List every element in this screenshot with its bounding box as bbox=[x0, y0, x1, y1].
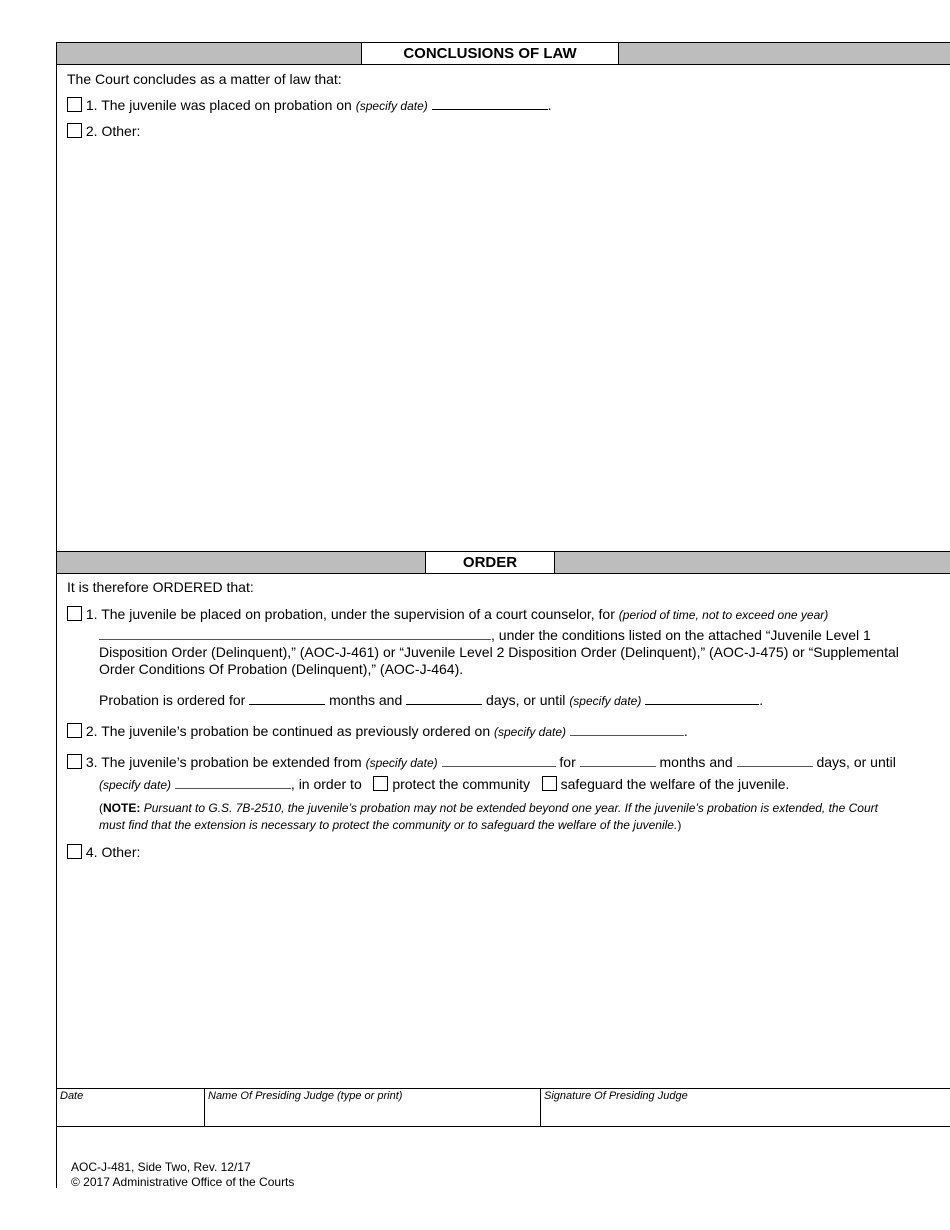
order-2-text: The juvenile’s probation be continued as previously ordered on bbox=[101, 723, 491, 739]
signature-row bbox=[57, 1088, 950, 1127]
order-3-months-field[interactable] bbox=[580, 754, 656, 767]
order-3-for-label: for bbox=[559, 754, 576, 770]
probation-months-field[interactable] bbox=[249, 692, 325, 705]
probation-months-label: months and bbox=[329, 692, 403, 708]
conclusion-1-hint: (specify date) bbox=[355, 99, 428, 113]
probation-prefix: Probation is ordered for bbox=[99, 692, 246, 708]
probation-duration-line: Probation is ordered for months and days, or until (specify date) . bbox=[99, 692, 764, 708]
order-3-text: The juvenile’s probation be extended from bbox=[101, 754, 362, 770]
conclusions-header-bar bbox=[57, 42, 950, 65]
probation-days-field[interactable] bbox=[406, 692, 482, 705]
date-label: Date bbox=[60, 1090, 84, 1102]
order-1-text: The juvenile be placed on probation, under the supervision of a court counselor, for bbox=[101, 606, 615, 622]
safeguard-welfare-checkbox[interactable] bbox=[542, 776, 557, 791]
order-3-checkbox[interactable] bbox=[67, 754, 82, 769]
order-3-second-line bbox=[99, 776, 789, 792]
form-id: AOC-J-481, Side Two, Rev. 12/17 bbox=[71, 1160, 251, 1174]
order-1-number: 1. bbox=[85, 606, 98, 622]
order-3-days-label: days, or until bbox=[816, 754, 896, 770]
conclusion-2-number: 2. bbox=[85, 123, 98, 139]
judge-name-cell[interactable] bbox=[205, 1089, 541, 1126]
judge-signature-cell[interactable] bbox=[541, 1089, 950, 1126]
order-title: ORDER bbox=[425, 551, 555, 574]
conclusion-item-2 bbox=[67, 123, 140, 139]
conclusion-2-text: Other: bbox=[101, 123, 141, 139]
judge-name-label: Name Of Presiding Judge (type or print) bbox=[208, 1090, 403, 1102]
order-2-checkbox[interactable] bbox=[67, 723, 82, 738]
order-item-3 bbox=[67, 754, 896, 770]
order-2-hint: (specify date) bbox=[494, 725, 567, 739]
conclusions-title: CONCLUSIONS OF LAW bbox=[361, 42, 619, 65]
note-text-b: must find that the extension is necessary to protect the community or to safeguard the welfare of the juvenile. bbox=[99, 818, 678, 832]
extension-note: (NOTE: Pursuant to G.S. 7B-2510, the juvenile’s probation may not be extended beyond one year. If the juvenile’s probation is extended, the Court must find that the extension is necessary to protect the community or to safeguard the welfare of the juvenile.) bbox=[99, 801, 878, 832]
form-frame bbox=[56, 42, 950, 1188]
conclusions-intro: The Court concludes as a matter of law that: bbox=[67, 71, 342, 87]
order-item-4 bbox=[67, 844, 140, 860]
safeguard-welfare-label: safeguard the welfare of the juvenile. bbox=[560, 776, 790, 792]
order-4-checkbox[interactable] bbox=[67, 844, 82, 859]
conclusion-1-number: 1. bbox=[85, 97, 98, 113]
conclusion-1-checkbox[interactable] bbox=[67, 97, 82, 112]
order-2-number: 2. bbox=[85, 723, 98, 739]
conclusion-2-checkbox[interactable] bbox=[67, 123, 82, 138]
order-1-continuation-c: Order Conditions Of Probation (Delinquent),” (AOC-J-464). bbox=[99, 661, 464, 677]
conclusion-1-text: The juvenile was placed on probation on bbox=[101, 97, 352, 113]
order-2-date-field[interactable] bbox=[570, 723, 684, 736]
probation-date-hint: (specify date) bbox=[569, 694, 642, 708]
order-1-cont-a-text: , under the conditions listed on the attached “Juvenile Level 1 bbox=[491, 627, 871, 643]
order-intro: It is therefore ORDERED that: bbox=[67, 579, 254, 595]
order-1-hint: (period of time, not to exceed one year) bbox=[618, 608, 829, 622]
order-3-from-hint: (specify date) bbox=[365, 756, 438, 770]
order-4-number: 4. bbox=[85, 844, 98, 860]
judge-signature-label: Signature Of Presiding Judge bbox=[544, 1090, 688, 1102]
order-item-1 bbox=[67, 606, 828, 622]
order-3-months-label: months and bbox=[659, 754, 733, 770]
order-header-bar bbox=[57, 551, 950, 574]
order-1-period-field[interactable] bbox=[99, 627, 491, 640]
note-text-a: Pursuant to G.S. 7B-2510, the juvenile’s probation may not be extended beyond one year. If the juvenile’s probation is extended, the Court bbox=[143, 801, 878, 815]
order-1-continuation-b: Disposition Order (Delinquent),” (AOC-J-461) or “Juvenile Level 2 Disposition Order (Delinquent),” (AOC-J-475) or “Supplemental bbox=[99, 644, 899, 660]
order-3-number: 3. bbox=[85, 754, 98, 770]
order-1-continuation-a bbox=[99, 627, 871, 643]
probation-days-label: days, or until bbox=[486, 692, 566, 708]
conclusion-1-date-field[interactable] bbox=[432, 97, 548, 110]
protect-community-checkbox[interactable] bbox=[373, 776, 388, 791]
copyright: © 2017 Administrative Office of the Courts bbox=[71, 1175, 295, 1189]
order-1-checkbox[interactable] bbox=[67, 606, 82, 621]
note-label: NOTE: bbox=[103, 801, 141, 815]
order-item-2: 2. The juvenile’s probation be continued as previously ordered on (specify date) . bbox=[67, 723, 688, 739]
order-3-until-date-field[interactable] bbox=[175, 776, 291, 789]
date-cell[interactable] bbox=[57, 1089, 205, 1126]
order-3-until-hint: (specify date) bbox=[99, 778, 172, 792]
protect-community-label: protect the community bbox=[392, 776, 531, 792]
conclusion-item-1: 1. The juvenile was placed on probation on (specify date) . bbox=[67, 97, 552, 113]
order-4-text: Other: bbox=[101, 844, 141, 860]
probation-until-date-field[interactable] bbox=[645, 692, 759, 705]
order-3-in-order-to: , in order to bbox=[290, 776, 362, 792]
order-3-from-date-field[interactable] bbox=[442, 754, 556, 767]
order-3-days-field[interactable] bbox=[737, 754, 813, 767]
